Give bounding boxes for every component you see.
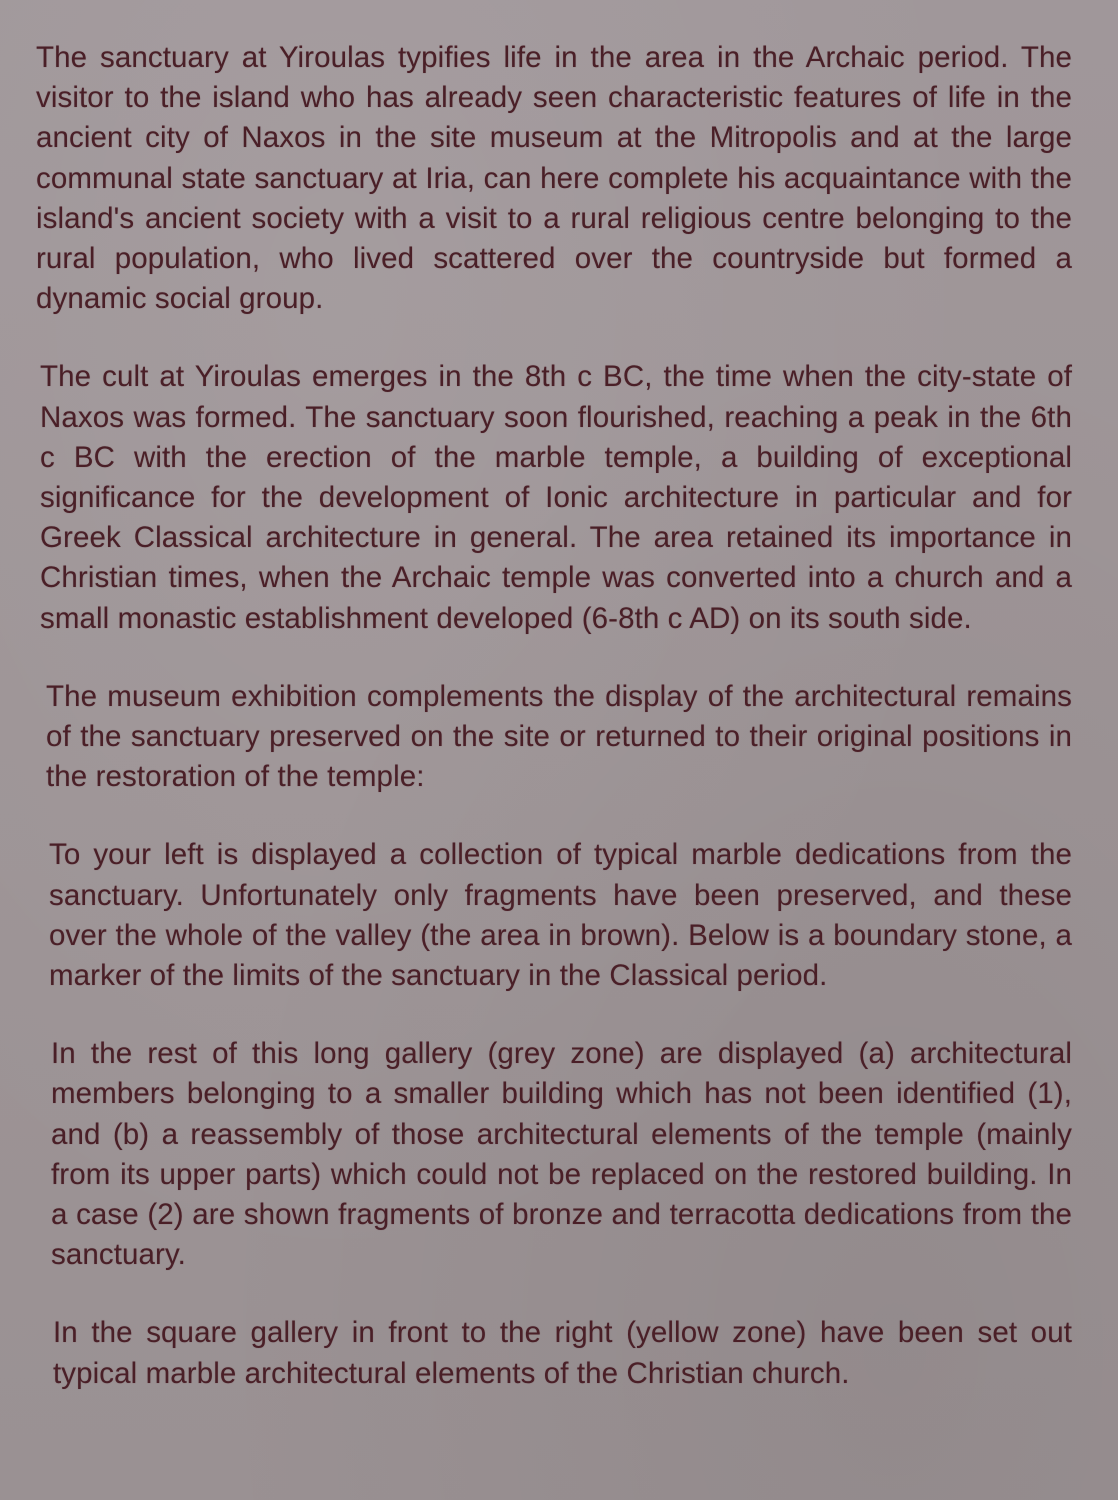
paragraph-sanctuary-intro: The sanctuary at Yiroulas typifies life in the area in the Archaic period. The visitor to the island who has already seen characteristic features of life in the ancient city of Naxos in the site museum at the Mitropolis and at the large communal state sanctuary at Iria, can here complete his acquaintance with the island's ancient society with a visit to a rural religious centre belonging to the rural population, who lived scattered over the countryside but formed a dynamic social group. [36, 41, 1072, 316]
paragraph-museum-exhibition: The museum exhibition complements the display of the architectural remains of the sanctuary preserved on the site or returned to their original positions in the restoration of the temple: [46, 679, 1072, 794]
paragraph-long-gallery: In the rest of this long gallery (grey zone) are displayed (a) architectural members belonging to a smaller building which has not been identified (1), and (b) a reassembly of those architectural elements of the temple (mainly from its upper parts) which could not be replaced on the restored building. In a case (2) are shown fragments of bronze and terracotta dedications from the sanctuary. [51, 1037, 1072, 1272]
paragraph-cult-history: The cult at Yiroulas emerges in the 8th c BC, the time when the city-state of Naxos was formed. The sanctuary soon flourished, reaching a peak in the 6th c BC with the erection of the marble temple, a building of exceptional significance for the development of Ionic architecture in particular and for Greek Classical architecture in general. The area retained its importance in Christian times, when the Archaic temple was converted into a church and a small monastic establishment developed (6-8th c AD) on its south side. [40, 360, 1072, 635]
paragraph-marble-dedications: To your left is displayed a collection of typical marble dedications from the sanctuary. Unfortunately only fragments have been preserved, and these over the whole of the valley (the area in brown). Below is a boundary stone, a marker of the limits of the sanctuary in the Classical period. [49, 838, 1072, 993]
paragraph-square-gallery: In the square gallery in front to the right (yellow zone) have been set out typical marble architectural elements of the Christian church. [53, 1316, 1072, 1390]
